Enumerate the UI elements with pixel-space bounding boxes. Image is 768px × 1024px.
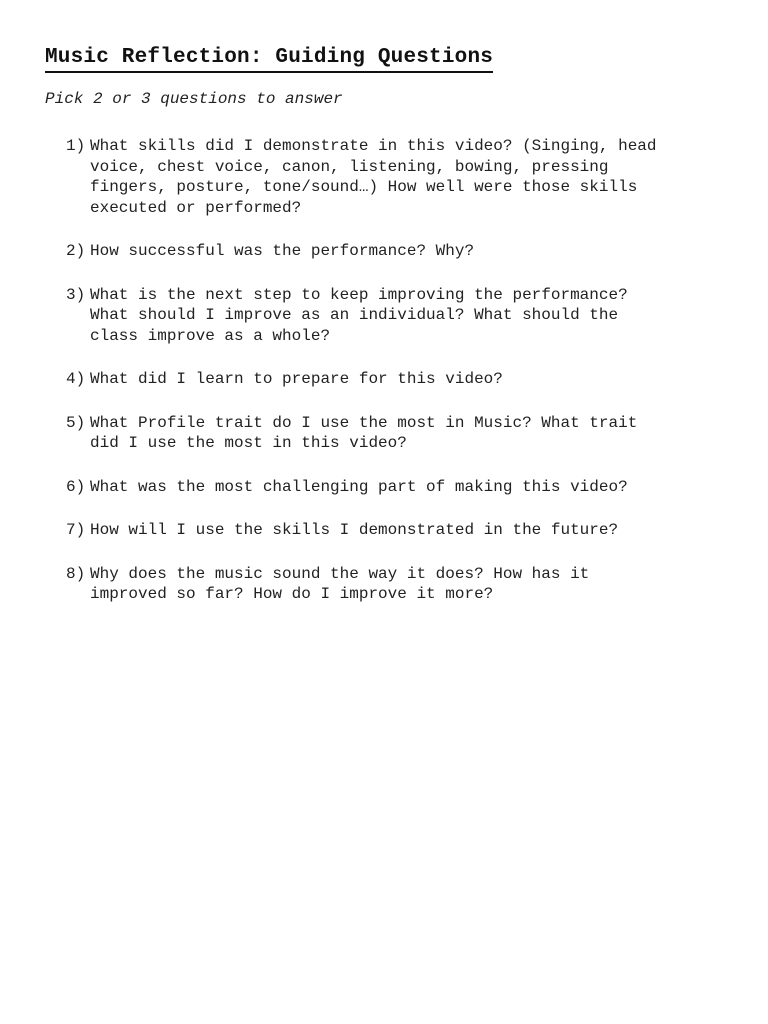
question-text: What was the most challenging part of making this video?	[90, 477, 628, 496]
question-number: 5)	[66, 413, 86, 432]
question-number: 6)	[66, 477, 86, 496]
question-text: Why does the music sound the way it does? How has it improved so far? How do I improve it more?	[90, 564, 590, 603]
instructions-text: Pick 2 or 3 questions to answer	[45, 90, 343, 108]
question-number: 4)	[66, 370, 86, 388]
question-item-4	[66, 369, 726, 390]
question-item-7	[66, 520, 726, 541]
question-number: 1)	[66, 137, 86, 155]
question-number: 7)	[66, 521, 86, 539]
question-list	[66, 136, 726, 628]
question-item-1	[66, 136, 726, 218]
question-number: 8)	[66, 564, 86, 583]
question-item-6	[66, 477, 726, 498]
question-item-3	[66, 285, 726, 347]
question-text: What is the next step to keep improving the performance? What should I improve as an individual? What should the class improve as a whole?	[90, 285, 628, 345]
question-item-8	[66, 564, 726, 605]
question-item-2	[66, 241, 726, 262]
question-text: How will I use the skills I demonstrated in the future?	[90, 521, 619, 539]
question-number: 2)	[66, 242, 86, 260]
document-title: Music Reflection: Guiding Questions	[45, 45, 493, 73]
question-text: What skills did I demonstrate in this video? (Singing, head voice, chest voice, canon, listening, bowing, pressing fingers, posture, tone/sound…) How well were those skills executed or performed?	[90, 137, 657, 217]
question-text: What Profile trait do I use the most in Music? What trait did I use the most in this video?	[90, 413, 638, 452]
question-item-5	[66, 413, 726, 454]
question-text: What did I learn to prepare for this video?	[90, 370, 503, 388]
question-number: 3)	[66, 285, 86, 304]
question-text: How successful was the performance? Why?	[90, 242, 475, 260]
